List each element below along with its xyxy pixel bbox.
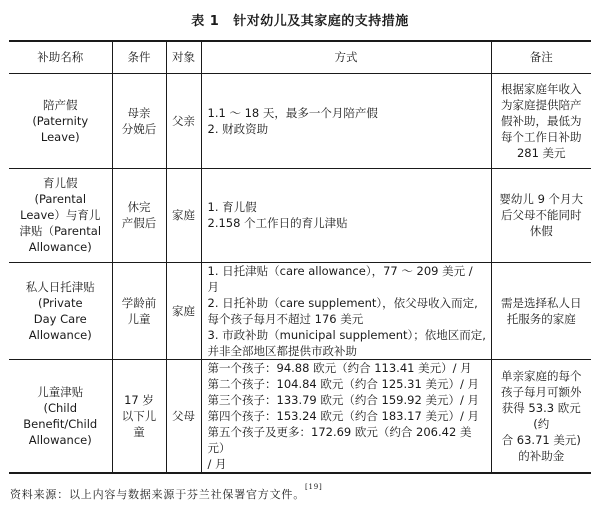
cell-target: [166, 73, 201, 168]
cell-name: [9, 73, 112, 168]
table-row: [9, 168, 591, 262]
cell-line: 3. 市政补助（municipal supplement）；依地区而定,: [207, 327, 486, 342]
cell-name: [9, 359, 112, 473]
cell-line: 父亲: [172, 113, 195, 128]
source-text: 资料来源：以上内容与数据来源于芬兰社保署官方文件。: [10, 488, 305, 501]
cell-line: Benefit/Child: [23, 416, 98, 431]
cell-line: 281 美元: [516, 145, 566, 160]
cell-line: (Parental: [34, 192, 87, 206]
cell-line: 学龄前: [121, 295, 157, 310]
table-title: [0, 10, 600, 29]
cell-line: 为家庭提供陪产: [501, 97, 582, 112]
cell-line: 第二个孩子：104.84 欧元（约合 125.31 美元）/ 月: [207, 376, 479, 391]
cell-line: 获得 53.3 欧元(约: [501, 400, 581, 431]
cell-line: 托服务的家庭: [506, 311, 576, 326]
header-target: 对象: [166, 41, 201, 73]
table-row: [9, 73, 591, 168]
cell-line: 1. 育儿假: [207, 200, 257, 214]
header-method: 方式: [201, 41, 491, 73]
cell-note: [491, 168, 591, 262]
cell-line: 育儿假: [43, 176, 78, 190]
header-note: 备注: [491, 41, 591, 73]
cell-line: 合 63.71 美元): [501, 432, 581, 447]
cell-condition: [112, 262, 166, 359]
cell-name: [9, 262, 112, 359]
cell-note: [491, 262, 591, 359]
table-row: [9, 262, 591, 359]
cell-line: 17 岁: [124, 392, 154, 407]
cell-line: 的补助金: [518, 448, 565, 463]
header-name: 补助名称: [9, 41, 112, 73]
cell-line: 家庭: [172, 303, 195, 318]
table-title-text: 针对幼儿及其家庭的支持措施: [233, 14, 409, 29]
cell-note: [491, 73, 591, 168]
cell-line: 家庭: [172, 208, 195, 222]
cell-condition: [112, 359, 166, 473]
cell-line: (Private: [37, 295, 83, 310]
cell-line: Allowance): [28, 240, 92, 254]
cell-line: 2. 财政资助: [207, 121, 269, 136]
cell-line: 以下儿: [121, 408, 157, 423]
cell-line: 根据家庭年收入: [501, 81, 582, 96]
cell-line: 母亲: [127, 105, 151, 120]
cell-line: 1.1 ～ 18 天，最多一个月陪产假: [207, 105, 378, 120]
cell-line: 假补助，最低为: [501, 113, 582, 128]
cell-line: 休完: [127, 200, 151, 214]
cell-line: 1. 日托津贴（care allowance），77 ～ 209 美元 / 月: [207, 263, 473, 294]
table-row: [9, 359, 591, 473]
cell-method: [201, 73, 491, 168]
cell-method: [201, 262, 491, 359]
cell-line: 童: [133, 424, 145, 439]
cell-target: [166, 359, 201, 473]
cell-line: Leave): [40, 129, 80, 144]
cell-line: 休假: [529, 224, 553, 238]
cell-line: (Paternity: [32, 113, 89, 128]
cell-method: [201, 168, 491, 262]
cell-line: / 月: [207, 456, 227, 471]
cell-line: 第一个孩子：94.88 欧元（约合 113.41 美元）/ 月: [207, 360, 472, 375]
cell-line: 儿童: [127, 311, 151, 326]
cell-name: [9, 168, 112, 262]
header-row: [9, 41, 591, 73]
cell-line: 需是选择私人日: [501, 295, 582, 310]
cell-note: [491, 359, 591, 473]
support-measures-table: [9, 40, 591, 474]
cell-line: 儿童津贴: [37, 384, 84, 399]
cell-line: 产假后: [121, 216, 157, 230]
cell-line: 第三个孩子：133.79 欧元（约合 159.92 美元）/ 月: [207, 392, 479, 407]
cell-line: 2.158 个工作日的育儿津贴: [207, 216, 348, 230]
cell-line: Allowance): [28, 327, 92, 342]
cell-line: 并非全部地区都提供市政补助: [207, 343, 357, 358]
cell-line: 津贴（Parental: [19, 224, 102, 238]
cell-target: [166, 262, 201, 359]
cell-line: 2. 日托补助（care supplement），依父母收入而定,: [207, 295, 478, 310]
cell-line: 每个工作日补助: [501, 129, 582, 144]
cell-condition: [112, 73, 166, 168]
cell-target: [166, 168, 201, 262]
cell-line: Day Care: [33, 311, 87, 326]
cell-method: [201, 359, 491, 473]
header-condition: 条件: [112, 41, 166, 73]
cell-line: 第五个孩子及更多：172.69 欧元（约合 206.42 美元）: [207, 424, 472, 455]
cell-line: Allowance): [28, 432, 92, 447]
cell-line: 孩子每月可额外: [501, 384, 582, 399]
table-number: 表 1: [191, 14, 220, 29]
cell-line: 私人日托津贴: [25, 279, 95, 294]
cell-line: 第四个孩子：153.24 欧元（约合 183.17 美元）/ 月: [207, 408, 479, 423]
source-note: [10, 483, 323, 502]
cell-line: Leave）与育儿: [20, 208, 101, 222]
cell-line: 婴幼儿 9 个月大: [499, 192, 584, 206]
cell-line: (Child: [43, 400, 77, 415]
cell-line: 父母: [172, 408, 195, 423]
cell-condition: [112, 168, 166, 262]
cell-line: 每个孩子每月不超过 176 美元: [207, 311, 364, 326]
cell-line: 陪产假: [43, 97, 78, 112]
source-ref: [19]: [305, 483, 323, 491]
cell-line: 分娩后: [121, 121, 157, 136]
table-body: [9, 73, 591, 473]
cell-line: 后父母不能同时: [501, 208, 582, 222]
cell-line: 单亲家庭的每个: [501, 368, 582, 383]
